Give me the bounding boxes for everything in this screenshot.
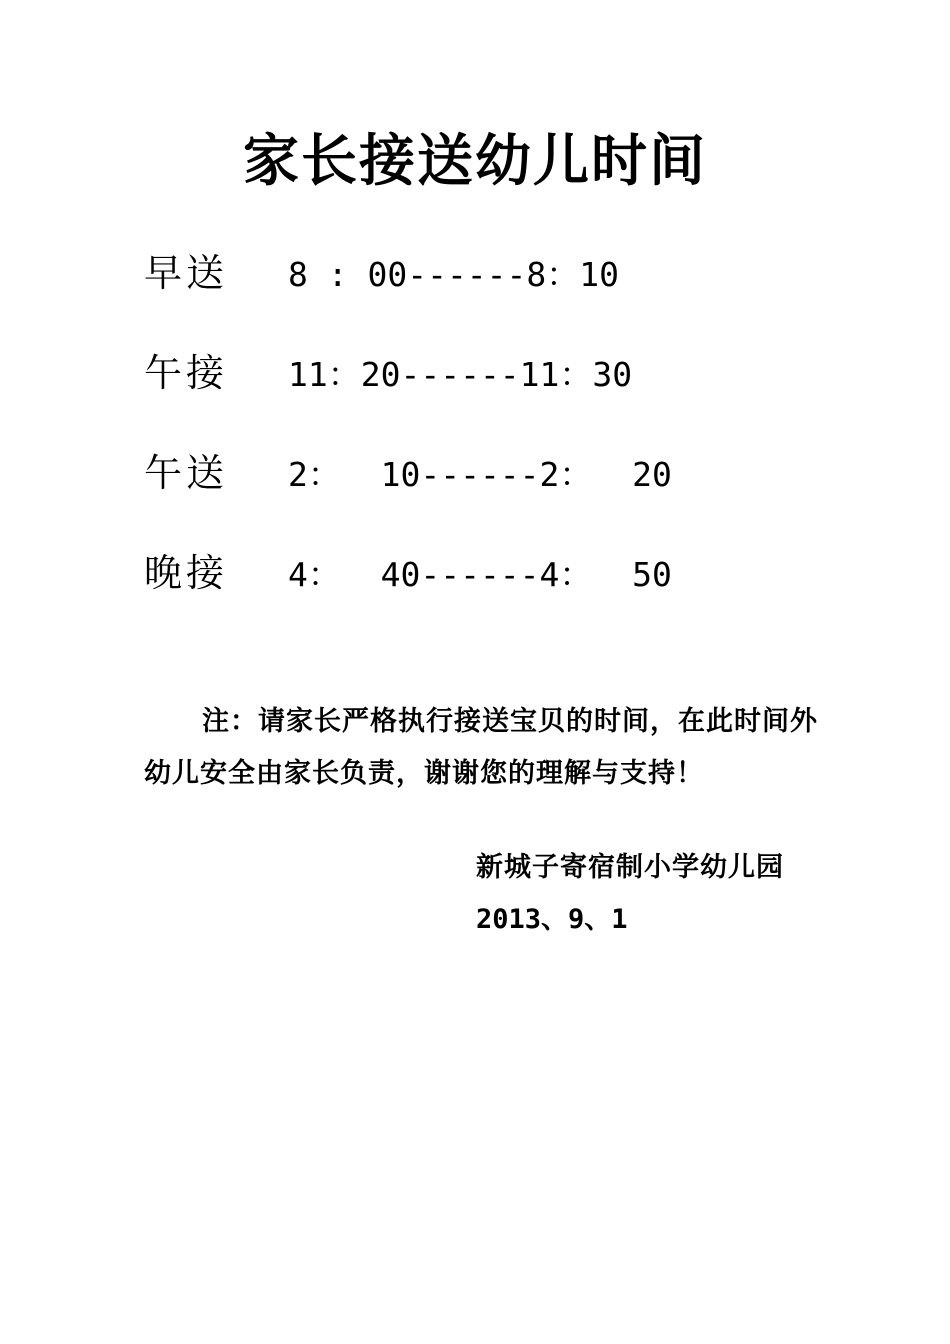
schedule-label: 午送 [144, 451, 229, 495]
schedule-time: 4： 40------4： 50 [288, 555, 672, 594]
schedule-row-morning-dropoff [144, 240, 844, 340]
schedule-time: 8 : 00------8：10 [288, 255, 620, 294]
signature-organization: 新城子寄宿制小学幼儿园 [476, 852, 784, 883]
schedule-label: 午接 [144, 351, 229, 395]
schedule-row-noon-pickup [144, 340, 844, 440]
schedule-time: 2： 10------2： 20 [288, 455, 672, 494]
note-paragraph: 注：请家长严格执行接送宝贝的时间，在此时间外幼儿安全由家长负责，谢谢您的理解与支持！ [144, 706, 818, 789]
schedule-label: 晚接 [144, 551, 229, 595]
schedule-label: 早送 [144, 251, 229, 295]
schedule-row-evening-pickup [144, 540, 844, 640]
schedule-list [144, 240, 844, 640]
schedule-row-afternoon-dropoff [144, 440, 844, 540]
signature-date: 2013、9、1 [476, 904, 628, 935]
signature-block [476, 842, 784, 946]
page-title: 家长接送幼儿时间 [243, 129, 707, 194]
schedule-time: 11：20------11：30 [288, 355, 633, 394]
